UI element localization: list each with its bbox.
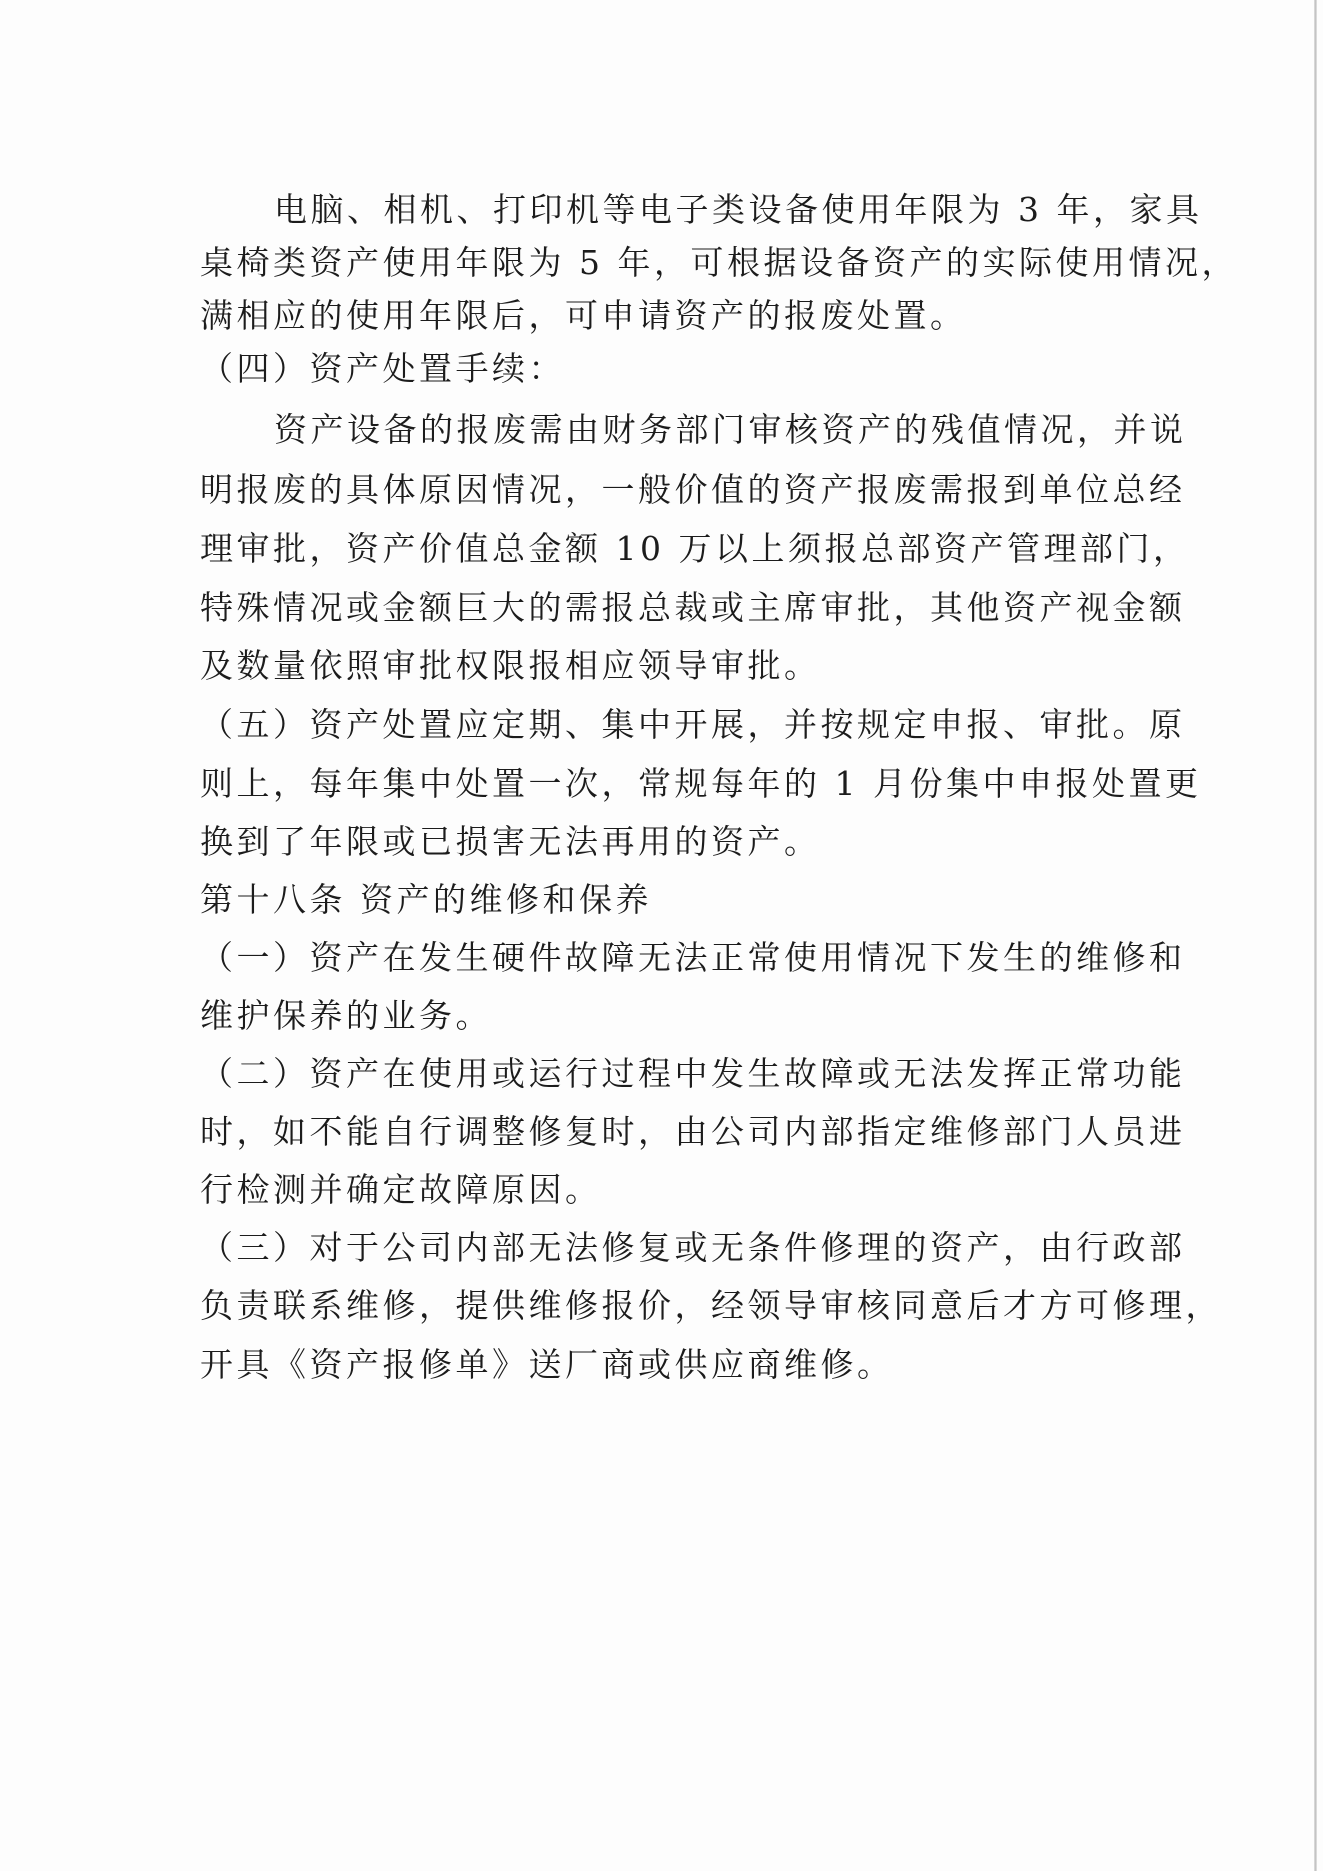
paragraph-line: （二）资产在使用或运行过程中发生故障或无法发挥正常功能 — [200, 1054, 1186, 1093]
paragraph-line: 时，如不能自行调整修复时，由公司内部指定维修部门人员进 — [200, 1112, 1186, 1151]
paragraph-line: 负责联系维修，提供维修报价，经领导审核同意后才方可修理， — [200, 1286, 1222, 1325]
paragraph-line: 则上，每年集中处置一次，常规每年的 1 月份集中申报处置更 — [200, 764, 1202, 803]
paragraph-line: （三）对于公司内部无法修复或无条件修理的资产，由行政部 — [200, 1228, 1186, 1267]
article-heading: 第十八条 资产的维修和保养 — [200, 880, 652, 919]
paragraph-line: 桌椅类资产使用年限为 5 年，可根据设备资产的实际使用情况， — [200, 243, 1238, 282]
paragraph-line: 及数量依照审批权限报相应领导审批。 — [200, 646, 821, 685]
paragraph-line: （一）资产在发生硬件故障无法正常使用情况下发生的维修和 — [200, 938, 1186, 977]
paragraph-line: 开具《资产报修单》送厂商或供应商维修。 — [200, 1345, 894, 1384]
paragraph-line: 满相应的使用年限后，可申请资产的报废处置。 — [200, 296, 967, 335]
scan-edge-divider — [1314, 0, 1317, 1871]
paragraph-line: 换到了年限或已损害无法再用的资产。 — [200, 822, 821, 861]
section-heading: （四）资产处置手续： — [200, 349, 565, 388]
paragraph-line: 电脑、相机、打印机等电子类设备使用年限为 3 年，家具 — [274, 190, 1203, 229]
paragraph-line: 理审批，资产价值总金额 10 万以上须报总部资产管理部门， — [200, 529, 1190, 568]
paragraph-line: 行检测并确定故障原因。 — [200, 1170, 602, 1209]
paragraph-line: 维护保养的业务。 — [200, 996, 492, 1035]
paragraph-line: 特殊情况或金额巨大的需报总裁或主席审批，其他资产视金额 — [200, 588, 1186, 627]
paragraph-line: 资产设备的报废需由财务部门审核资产的残值情况，并说 — [274, 410, 1187, 449]
paragraph-line: （五）资产处置应定期、集中开展，并按规定申报、审批。原 — [200, 705, 1186, 744]
paragraph-line: 明报废的具体原因情况，一般价值的资产报废需报到单位总经 — [200, 470, 1186, 509]
